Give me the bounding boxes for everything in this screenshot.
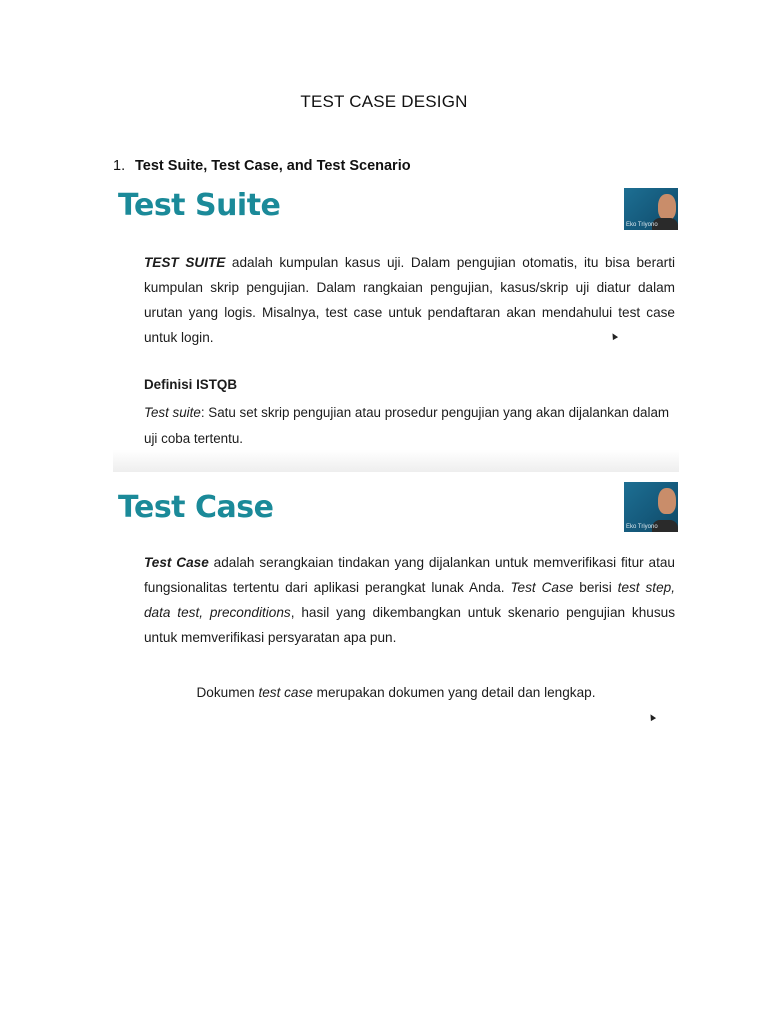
summary-text-2: merupakan dokumen yang detail dan lengkap. [312, 685, 596, 700]
test-suite-paragraph [144, 250, 675, 350]
test-suite-description: adalah kumpulan kasus uji. Dalam pengujian otomatis, itu bisa berarti kumpulan skrip pengujian. Dalam rangkaian pengujian, kasus/skrip uji diatur dalam urutan yang logis. Misalnya, test case untuk pendaftaran akan mendahului test case untuk login. [144, 255, 675, 345]
istqb-heading: Definisi ISTQB [144, 377, 238, 392]
istqb-definition-text: : Satu set skrip pengujian atau prosedur pengujian yang akan dijalankan dalam uji coba tertentu. [144, 405, 670, 446]
test-case-contents-terms: test step, data test, preconditions [144, 580, 675, 620]
test-suite-slide-image [113, 180, 679, 472]
presenter-label: Eko Triyono [626, 222, 658, 228]
slide-title-test-case: Test Case [118, 490, 274, 525]
presenter-video-thumbnail [624, 482, 678, 532]
summary-term: test case [258, 685, 313, 700]
document-title: TEST CASE DESIGN [300, 92, 468, 111]
test-suite-term: TEST SUITE [144, 255, 226, 270]
test-case-text-3: , hasil yang dikembangkan untuk skenario pengujian khusus untuk memverifikasi persyaratan apa pun. [144, 605, 675, 645]
mouse-pointer-icon [648, 713, 656, 721]
istqb-definition [144, 400, 679, 452]
section-heading-text: Test Suite, Test Case, and Test Scenario [135, 158, 411, 174]
test-case-term-2: Test Case [510, 580, 574, 595]
test-case-term: Test Case [144, 555, 209, 570]
presenter-face [658, 488, 676, 514]
summary-text-1: Dokumen [196, 685, 259, 700]
test-case-text-1: adalah serangkaian tindakan yang dijalankan untuk memverifikasi fitur atau fungsionalitas tertentu dari aplikasi perangkat lunak Anda. [144, 555, 675, 595]
test-case-slide-image [113, 478, 679, 726]
test-case-text-2: berisi [573, 580, 618, 595]
section-heading [113, 158, 411, 174]
presenter-label: Eko Triyono [626, 524, 658, 530]
slide-bottom-edge [113, 450, 679, 472]
slide-title-test-suite: Test Suite [118, 188, 281, 223]
presenter-video-thumbnail [624, 188, 678, 230]
istqb-term: Test suite [144, 405, 201, 420]
test-case-summary [113, 685, 679, 700]
test-case-paragraph [144, 550, 675, 650]
section-number: 1. [113, 158, 126, 174]
presenter-face [658, 194, 676, 220]
